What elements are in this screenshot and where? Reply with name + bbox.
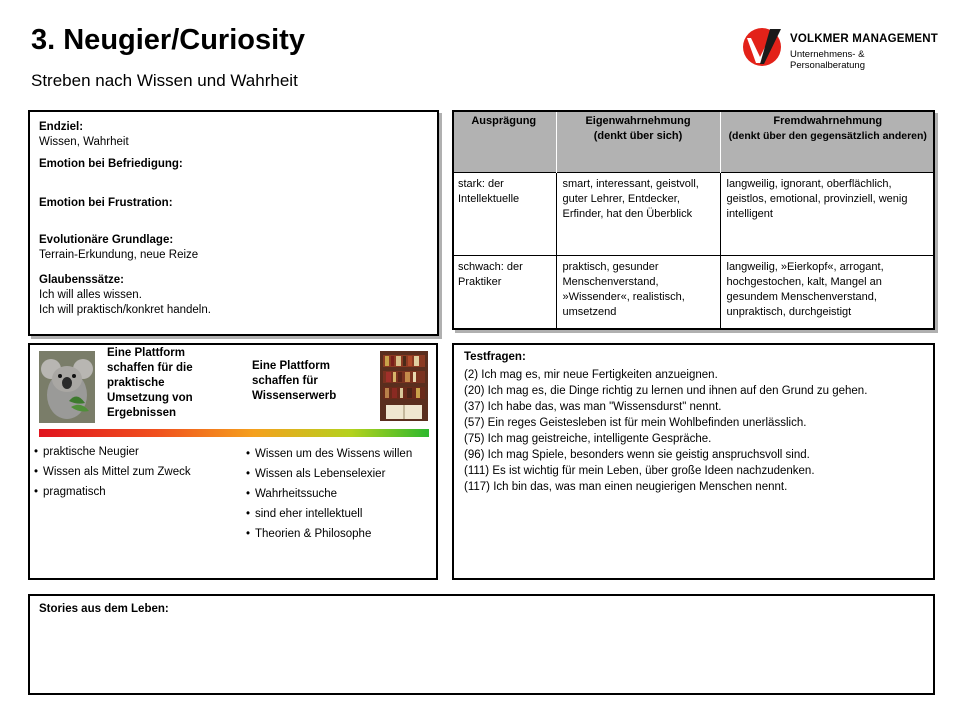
frustration-label: Emotion bei Frustration: [39, 197, 173, 209]
platform-right-line: schaffen für [252, 375, 318, 387]
list-item: (2) Ich mag es, mir neue Fertigkeiten anzueignen. [464, 369, 718, 381]
perception-table [452, 110, 935, 330]
page-subtitle: Streben nach Wissen und Wahrheit [31, 71, 298, 90]
platforms-box [28, 343, 438, 580]
list-item: • Wahrheitssuche [246, 487, 416, 501]
list-item: (37) Ich habe das, was man "Wissensdurst" nennt. [464, 401, 722, 413]
glaubens-line: Ich will alles wissen. [39, 289, 142, 301]
endziel-label: Endziel: [39, 121, 84, 133]
platform-left-line: praktische [107, 377, 165, 389]
platform-left-line: Eine Plattform [107, 347, 185, 359]
evolution-label: Evolutionäre Grundlage: [39, 234, 174, 246]
table-row [452, 172, 935, 255]
logo-name: VOLKMER MANAGEMENT [790, 33, 938, 45]
befriedigung-label: Emotion bei Befriedigung: [39, 158, 183, 170]
volkmer-logo-icon [740, 24, 784, 68]
platform-right-line: Eine Plattform [252, 360, 330, 372]
list-item: (75) Ich mag geistreiche, intelligente Gespräche. [464, 433, 712, 445]
cell-fremd: langweilig, ignorant, oberflächlich, geistlos, emotional, provinziell, wenig intelligent [720, 172, 935, 255]
platform-left-title [107, 346, 227, 421]
cell-auspraegung: stark: der Intellektuelle [452, 172, 556, 255]
platform-right-line: Wissenserwerb [252, 390, 337, 402]
list-item: • Wissen um des Wissens willen [246, 447, 416, 461]
library-image-icon [380, 351, 428, 421]
list-item: (20) Ich mag es, die Dinge richtig zu lernen und ihnen auf den Grund zu gehen. [464, 385, 868, 397]
header-fremd-line1: Fremdwahrnehmung [773, 115, 883, 127]
testfragen-list [464, 367, 929, 495]
koala-image-icon [39, 351, 95, 423]
list-item: • Wissen als Lebenselexier [246, 467, 416, 481]
list-item: (96) Ich mag Spiele, besonders wenn sie geistig anspruchsvoll sind. [464, 449, 810, 461]
testfragen-label: Testfragen: [464, 351, 526, 363]
list-item: (117) Ich bin das, was man einen neugierigen Menschen nennt. [464, 481, 788, 493]
header-fremd-line2: (denkt über den gegensätzlich anderen) [728, 130, 927, 142]
platform-left-line: schaffen für die [107, 362, 193, 374]
platform-right-title [252, 359, 372, 404]
platform-left-list [34, 445, 244, 505]
list-item: • Wissen als Mittel zum Zweck [34, 465, 244, 479]
header-auspraegung: Ausprägung [452, 110, 556, 172]
list-item: • Theorien & Philosophe [246, 527, 416, 541]
goals-box [28, 110, 439, 336]
table-header-row [452, 110, 935, 172]
list-item: (111) Es ist wichtig für mein Leben, über große Ideen nachzudenken. [464, 465, 815, 477]
list-item: • sind eher intellektuell [246, 507, 416, 521]
logo-tagline: Unternehmens- & Personalberatung [790, 49, 865, 71]
cell-eigen: praktisch, gesunder Menschenverstand, »Wissender«, realistisch, umsetzend [556, 255, 720, 330]
glaubens-line: Ich will praktisch/konkret handeln. [39, 304, 211, 316]
list-item: (57) Ein reges Geistesleben ist für mein Wohlbefinden unerlässlich. [464, 417, 807, 429]
evolution-section [39, 233, 198, 263]
page-title: 3. Neugier/Curiosity [31, 24, 305, 56]
stories-box [28, 594, 935, 695]
cell-auspraegung: schwach: der Praktiker [452, 255, 556, 330]
glaubens-section [39, 273, 211, 318]
header-fremdwahrnehmung [720, 110, 935, 172]
cell-eigen: smart, interessant, geistvoll, guter Lehrer, Entdecker, Erfinder, hat den Überblick [556, 172, 720, 255]
header-eigen-line2: (denkt über sich) [593, 130, 683, 142]
testfragen-box [452, 343, 935, 580]
endziel-section [39, 120, 129, 150]
endziel-value: Wissen, Wahrheit [39, 136, 129, 148]
platform-left-line: Ergebnissen [107, 407, 177, 419]
platform-left-line: Umsetzung von [107, 392, 193, 404]
list-item: • praktische Neugier [34, 445, 244, 459]
company-logo [740, 24, 940, 71]
evolution-value: Terrain-Erkundung, neue Reize [39, 249, 199, 261]
glaubens-label: Glaubenssätze: [39, 274, 124, 286]
platform-right-list [246, 447, 416, 547]
header-eigenwahrnehmung [556, 110, 720, 172]
table-row [452, 255, 935, 330]
cell-fremd: langweilig, »Eierkopf«, arrogant, hochgestochen, kalt, Mangel an gesundem Menschenverstand, unpraktisch, durchgeistigt [720, 255, 935, 330]
list-item: • pragmatisch [34, 485, 244, 499]
header-eigen-line1: Eigenwahrnehmung [585, 115, 691, 127]
spectrum-gradient-bar [39, 429, 429, 437]
stories-label: Stories aus dem Leben: [39, 603, 169, 615]
